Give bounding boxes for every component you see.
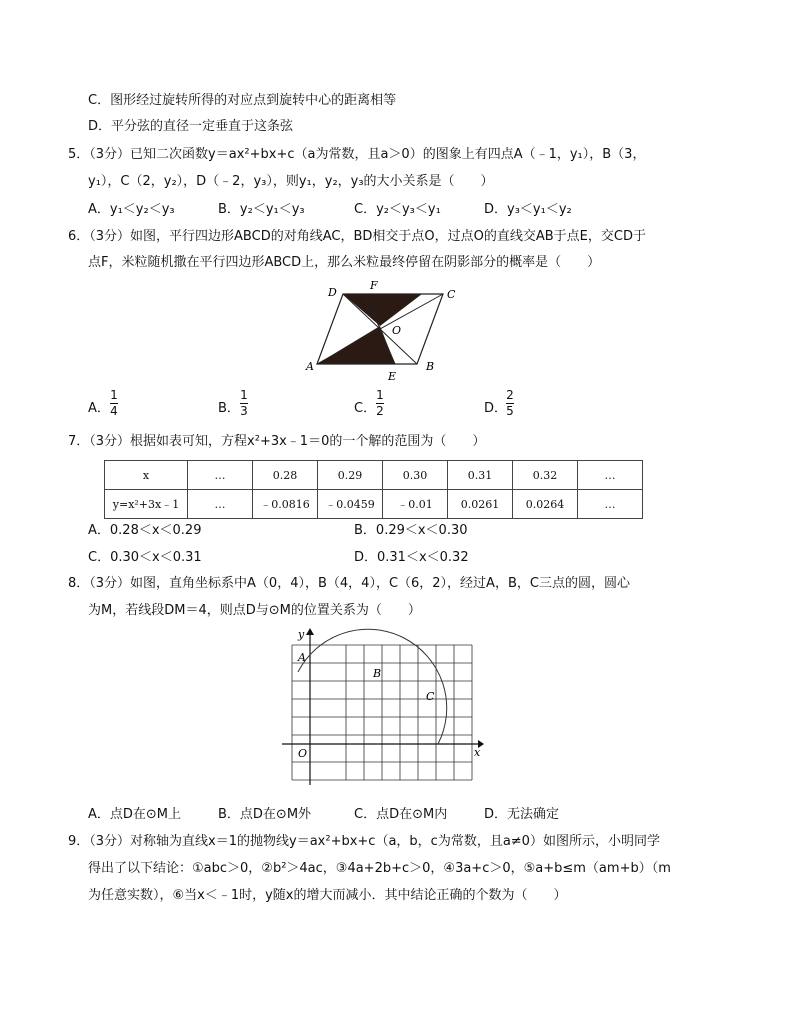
q5-option-d: D．y₃＜y₁＜y₂ <box>484 202 572 217</box>
label-a: A <box>298 651 306 664</box>
label-o: O <box>392 324 402 337</box>
denominator: 4 <box>110 404 118 418</box>
q5-stem-line1: 5．（3分）已知二次函数y＝ax²+bx+c（a为常数，且a＞0）的图象上有四点A（﹣1，y₁），B（3， <box>68 147 646 162</box>
q8-option-c: C．点D在⊙M内 <box>354 807 448 822</box>
grid <box>292 645 472 780</box>
table-cell: 0.30 <box>383 461 448 490</box>
circle-arc <box>298 629 447 744</box>
q7-stem: 7．（3分）根据如表可知，方程x²+3x﹣1＝0的一个解的范围为（ ） <box>68 434 486 449</box>
label-f: F <box>370 279 378 292</box>
table-cell: … <box>578 490 643 519</box>
table-cell: … <box>188 461 253 490</box>
q6-option-a-fraction <box>110 389 118 418</box>
numerator: 1 <box>240 388 248 402</box>
table-cell: y=x²+3x﹣1 <box>105 490 188 519</box>
table-cell: … <box>578 461 643 490</box>
table-cell: 0.28 <box>253 461 318 490</box>
q7-option-a: A．0.28＜x＜0.29 <box>88 523 202 538</box>
label-c: C <box>447 288 456 301</box>
table-cell: ﹣0.01 <box>383 490 448 519</box>
y-axis-arrow <box>306 628 314 635</box>
denominator: 5 <box>506 404 514 418</box>
q8-option-a: A．点D在⊙M上 <box>88 807 182 822</box>
label-o: O <box>298 747 308 760</box>
table-cell: … <box>188 490 253 519</box>
coordinate-grid-figure <box>278 625 488 785</box>
table-cell: 0.29 <box>318 461 383 490</box>
denominator: 3 <box>240 404 248 418</box>
q5-stem-line2: y₁），C（2，y₂），D（﹣2，y₃），则y₁，y₂，y₃的大小关系是（ ） <box>88 174 494 189</box>
label-y: y <box>298 628 305 641</box>
q7-value-table <box>104 460 643 519</box>
denominator: 2 <box>376 404 384 418</box>
label-a: A <box>306 360 314 373</box>
q6-option-c-fraction <box>376 389 384 418</box>
q7-option-c: C．0.30＜x＜0.31 <box>88 550 202 565</box>
q5-option-b: B．y₂＜y₁＜y₃ <box>218 202 305 217</box>
table-cell: ﹣0.0816 <box>253 490 318 519</box>
label-d: D <box>328 286 337 299</box>
q5-option-c: C．y₂＜y₃＜y₁ <box>354 202 441 217</box>
label-e: E <box>388 370 397 383</box>
shaded-region-top <box>343 294 422 326</box>
q9-stem-line2: 得出了以下结论：①abc＞0，②b²＞4ac，③4a+2b+c＞0，④3a+c＞0，⑤a+b≤m（am+b）（m <box>88 861 671 876</box>
label-x: x <box>474 746 481 759</box>
q8-option-b: B．点D在⊙M外 <box>218 807 312 822</box>
q6-option-a-letter: A． <box>88 401 110 416</box>
q6-option-c-letter: C． <box>354 401 377 416</box>
q6-option-d-fraction <box>506 389 514 418</box>
table-cell: 0.0261 <box>448 490 513 519</box>
numerator: 1 <box>110 388 118 402</box>
label-c: C <box>426 690 435 703</box>
q7-option-d: D．0.31＜x＜0.32 <box>354 550 469 565</box>
q4-option-c: C．图形经过旋转所得的对应点到旋转中心的距离相等 <box>88 93 397 108</box>
label-b: B <box>426 360 435 373</box>
table-row-x <box>105 461 643 490</box>
q6-option-b-fraction <box>240 389 248 418</box>
q6-option-d-letter: D． <box>484 401 508 416</box>
q6-stem-line2: 点F，米粒随机撒在平行四边形ABCD上，那么米粒最终停留在阴影部分的概率是（ ） <box>88 255 601 270</box>
q6-option-b-letter: B． <box>218 401 240 416</box>
table-cell: 0.32 <box>513 461 578 490</box>
q5-option-a: A．y₁＜y₂＜y₃ <box>88 202 175 217</box>
q7-option-b: B．0.29＜x＜0.30 <box>354 523 468 538</box>
q9-stem-line1: 9．（3分）对称轴为直线x＝1的抛物线y＝ax²+bx+c（a，b，c为常数，且a≠0）如图所示，小明同学 <box>68 834 660 849</box>
q8-option-d: D．无法确定 <box>484 807 560 822</box>
table-cell: ﹣0.0459 <box>318 490 383 519</box>
table-cell: x <box>105 461 188 490</box>
numerator: 2 <box>506 388 514 402</box>
table-cell: 0.0264 <box>513 490 578 519</box>
q4-option-d: D．平分弦的直径一定垂直于这条弦 <box>88 119 294 134</box>
table-cell: 0.31 <box>448 461 513 490</box>
q8-stem-line2: 为M，若线段DM＝4，则点D与⊙M的位置关系为（ ） <box>88 603 421 618</box>
q6-stem-line1: 6．（3分）如图，平行四边形ABCD的对角线AC，BD相交于点O，过点O的直线交AB于点E，交CD于 <box>68 229 646 244</box>
parallelogram-figure <box>300 276 470 384</box>
q8-stem-line1: 8．（3分）如图，直角坐标系中A（0，4），B（4，4），C（6，2），经过A，B，C三点的圆，圆心 <box>68 576 630 591</box>
table-row-y <box>105 490 643 519</box>
q9-stem-line3: 为任意实数），⑥当x＜﹣1时，y随x的增大而减小．其中结论正确的个数为（ ） <box>88 888 567 903</box>
numerator: 1 <box>376 388 384 402</box>
label-b: B <box>373 667 382 680</box>
